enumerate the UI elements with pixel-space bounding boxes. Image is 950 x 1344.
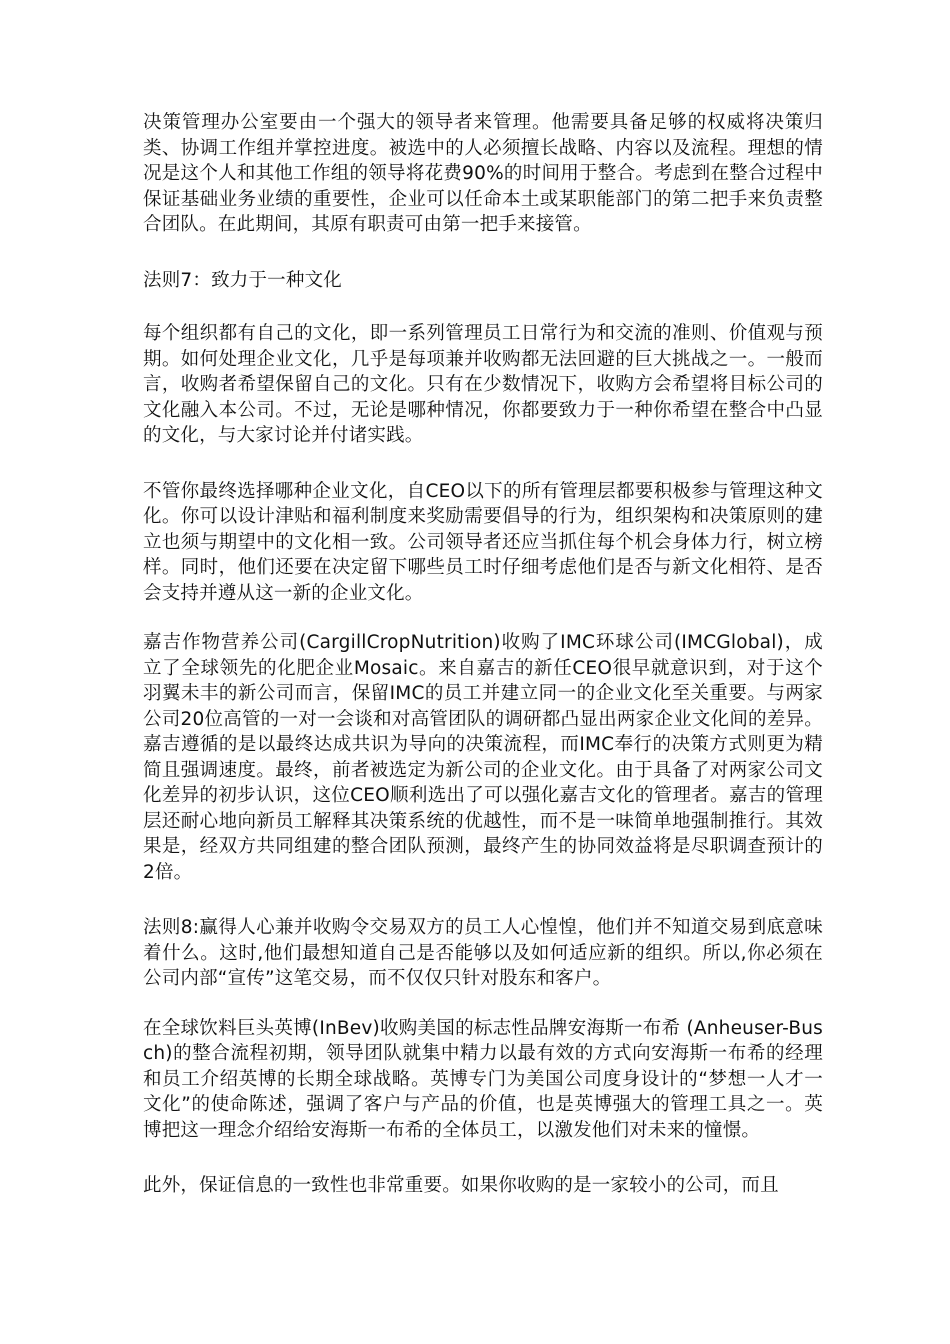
paragraph-consistency: 此外，保证信息的一致性也非常重要。如果你收购的是一家较小的公司，而且 [143,1175,779,1196]
paragraph-organization-culture: 每个组织都有自己的文化，即一系列管理员工日常行为和交流的准则、价值观与预期。如何处理企业文化，几乎是每项兼并收购都无法回避的巨大挑战之一。一般而言，收购者希望保留自己的文化。只有在少数情况下，收购方会希望将目标公司的文化融入本公司。不过，无论是哪种情况，你都要致力于一种你希望在整合中凸显的文化，与大家讨论并付诸实践。 [143,323,823,446]
paragraph-rule-8: 法则8:赢得人心兼并收购令交易双方的员工人心惶惶，他们并不知道交易到底意味着什么。这时,他们最想知道自己是否能够以及如何适应新的组织。所以,你必须在公司内部“宣传”这笔交易，而不仅仅只针对股东和客户。 [143,917,823,989]
paragraph-decision-office: 决策管理办公室要由一个强大的领导者来管理。他需要具备足够的权威将决策归类、协调工作组并掌控进度。被选中的人必须擅长战略、内容以及流程。理想的情况是这个人和其他工作组的领导将花费90%的时间用于整合。考虑到在整合过程中保证基础业务业绩的重要性，企业可以任命本土或某职能部门的第二把手来负责整合团队。在此期间，其原有职责可由第一把手来接管。 [143,112,823,235]
paragraph-cargill-case: 嘉吉作物营养公司(CargillCropNutrition)收购了IMC环球公司(IMCGlobal)，成立了全球领先的化肥企业Mosaic。来自嘉吉的新任CEO很早就意识到，对于这个羽翼未丰的新公司而言，保留IMC的员工并建立同一的企业文化至关重要。与两家公司20位高管的一对一会谈和对高管团队的调研都凸显出两家企业文化间的差异。嘉吉遵循的是以最终达成共识为导向的决策流程，而IMC奉行的决策方式则更为精简且强调速度。最终，前者被选定为新公司的企业文化。由于具备了对两家公司文化差异的初步认识，这位CEO顺利选出了可以强化嘉吉文化的管理者。嘉吉的管理层还耐心地向新员工解释其决策系统的优越性，而不是一味简单地强制推行。其效果是，经双方共同组建的整合团队预测，最终产生的协同效益将是尽职调查预计的2倍。 [143,632,823,883]
paragraph-inbev-case: 在全球饮料巨头英博(InBev)收购美国的标志性品牌安海斯一布希 (Anheuser-Busch)的整合流程初期，领导团队就集中精力以最有效的方式向安海斯一布希的经理和员工介绍英博的长期全球战略。英博专门为美国公司度身设计的“梦想一人才一文化”的使命陈述，强调了客户与产品的价值，也是英博强大的管理工具之一。英博把这一理念介绍给安海斯一布希的全体员工，以激发他们对未来的憧憬。 [143,1017,823,1141]
document-body [143,110,823,1223]
heading-rule-7: 法则7：致力于一种文化 [143,269,342,291]
paragraph-choose-culture: 不管你最终选择哪种企业文化，自CEO以下的所有管理层都要积极参与管理这种文化。你可以设计津贴和福利制度来奖励需要倡导的行为，组织架构和决策原则的建立也须与期望中的文化相一致。公司领导者还应当抓住每个机会身体力行，树立榜样。同时，他们还要在决定留下哪些员工时仔细考虑他们是否与新文化相符、是否会支持并遵从这一新的企业文化。 [143,480,823,604]
